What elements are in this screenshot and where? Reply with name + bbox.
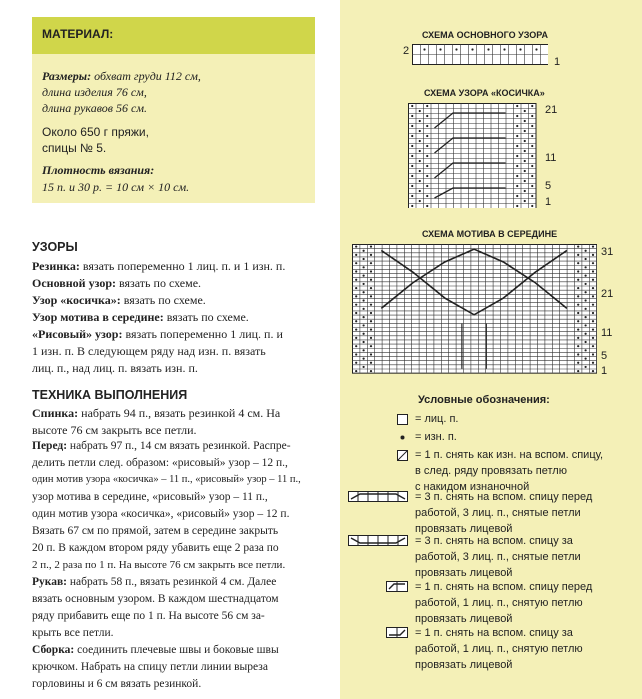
front-line-5: один мотив узора «косичка», «рисовый» узор – 12 п. [32, 508, 290, 520]
purl-dot [363, 258, 365, 260]
sizes-line: Размеры: обхват груди 112 см, [42, 69, 201, 83]
purl-dot [577, 287, 579, 289]
assembly-line-1: Сборка: соединить плечевые швы и боковые швы [32, 644, 279, 656]
purl-dot [531, 115, 533, 117]
purl-dot [370, 345, 372, 347]
purl-dot [516, 155, 518, 157]
purl-dot [577, 345, 579, 347]
purl-dot [592, 254, 594, 256]
cross-3-back-icon [348, 535, 408, 546]
purl-dot [370, 328, 372, 330]
length-product: длина изделия 76 см, [42, 85, 147, 99]
legend-slip-3: с накидом изнаночной [415, 481, 530, 493]
purl-dot [363, 283, 365, 285]
front-line-7: 20 п. В каждом втором ряду убавить еще 2 раза по [32, 542, 279, 554]
sleeves-line-1: Рукав: набрать 58 п., вязать резинкой 4 см. Далее [32, 576, 277, 588]
purl-dot [577, 254, 579, 256]
legend-purl: = изн. п. [415, 431, 457, 443]
purl-dot [411, 115, 413, 117]
purl-dot [592, 345, 594, 347]
motif-chart-title: СХЕМА МОТИВА В СЕРЕДИНЕ [422, 229, 558, 239]
purl-dot [419, 200, 421, 202]
purl-dot [577, 320, 579, 322]
cable-row-5: 5 [545, 180, 552, 192]
purl-dot [370, 312, 372, 314]
purl-dot [592, 353, 594, 355]
purl-dot [370, 337, 372, 339]
yarn-line-1: Около 650 г пряжи, [42, 125, 149, 139]
knit-symbol-icon [397, 414, 408, 425]
purl-dot [426, 135, 428, 137]
purl-dot [370, 295, 372, 297]
purl-dot [585, 275, 587, 277]
purl-dot [585, 333, 587, 335]
purl-dot [363, 250, 365, 252]
purl-dot [516, 205, 518, 207]
purl-dot [419, 120, 421, 122]
purl-dot [411, 105, 413, 107]
purl-dot [370, 304, 372, 306]
cross-1-back-icon [386, 627, 408, 638]
legend-c1f-2: работой, 1 лиц. п., снятую петлю [415, 597, 583, 609]
purl-dot [363, 299, 365, 301]
back-line-1: Спинка: набрать 94 п., вязать резинкой 4 см. На [32, 406, 281, 420]
purl-dot [426, 105, 428, 107]
purl-dot [370, 254, 372, 256]
purl-dot [419, 150, 421, 152]
purl-dot [363, 275, 365, 277]
front-line-2: делить петли след. образом: «рисовый» узор – 12 п., [32, 457, 288, 469]
legend-c3b-2: работой, 3 лиц. п., снятые петли [415, 551, 581, 563]
purl-dot [585, 324, 587, 326]
slip-symbol-icon [397, 450, 408, 461]
purl-dot [471, 48, 473, 50]
purl-dot [592, 245, 594, 247]
purl-dot [411, 125, 413, 127]
legend-c3b-3: провязать лицевой [415, 567, 513, 579]
purl-dot [516, 135, 518, 137]
sleeves-line-2: вязать основным узором. В каждом шестнадцатом [32, 593, 279, 605]
legend-c1b-3: провязать лицевой [415, 659, 513, 671]
purl-dot [370, 362, 372, 364]
front-line-6: Вязать 67 см по прямой, затем в середине закрыть [32, 525, 279, 537]
cable-pattern-line: Узор «косичка»: вязать по схеме. [32, 293, 206, 307]
purl-dot [363, 316, 365, 318]
legend-knit: = лиц. п. [415, 413, 459, 425]
purl-dot [577, 245, 579, 247]
cable-chart-title: СХЕМА УЗОРА «КОСИЧКА» [424, 88, 545, 98]
purl-symbol-icon [397, 432, 408, 443]
purl-dot [577, 295, 579, 297]
main-pattern-line: Основной узор: вязать по схеме. [32, 276, 202, 290]
purl-dot [592, 362, 594, 364]
purl-dot [411, 205, 413, 207]
purl-dot [370, 320, 372, 322]
purl-dot [577, 270, 579, 272]
motif-row-5: 5 [601, 350, 608, 362]
purl-dot [585, 299, 587, 301]
purl-dot [531, 165, 533, 167]
purl-dot [370, 353, 372, 355]
purl-dot [585, 341, 587, 343]
purl-dot [592, 320, 594, 322]
purl-dot [355, 337, 357, 339]
purl-dot [585, 308, 587, 310]
back-line-2: высоте 76 см закрыть все петли. [32, 423, 197, 437]
purl-dot [355, 328, 357, 330]
purl-dot [516, 145, 518, 147]
purl-dot [592, 370, 594, 372]
purl-dot [585, 291, 587, 293]
cable-chart [408, 103, 540, 208]
purl-dot [355, 262, 357, 264]
purl-dot [411, 185, 413, 187]
cross-3-front-icon [348, 491, 408, 502]
rice-line-2: 1 изн. п. В следующем ряду над изн. п. вязать [32, 344, 266, 358]
legend-c1b-1: = 1 п. снять на вспом. спицу за [415, 627, 573, 639]
purl-dot [419, 110, 421, 112]
material-title: МАТЕРИАЛ: [42, 27, 114, 41]
purl-dot [355, 320, 357, 322]
purl-dot [519, 48, 521, 50]
purl-dot [524, 140, 526, 142]
legend-c1f-1: = 1 п. снять на вспом. спицу перед [415, 581, 593, 593]
motif-chart [352, 244, 597, 374]
purl-dot [355, 287, 357, 289]
purl-dot [355, 362, 357, 364]
purl-dot [370, 287, 372, 289]
density-label: Плотность вязания: [42, 163, 155, 177]
legend-c1f-3: провязать лицевой [415, 613, 513, 625]
purl-dot [531, 135, 533, 137]
rice-line-3: лиц. п., над лиц. п. вязать изн. п. [32, 361, 198, 375]
purl-dot [524, 170, 526, 172]
purl-dot [419, 160, 421, 162]
purl-dot [592, 262, 594, 264]
purl-dot [592, 295, 594, 297]
purl-dot [363, 291, 365, 293]
purl-dot [531, 205, 533, 207]
motif-grid-frame [353, 245, 597, 374]
purl-dot [426, 195, 428, 197]
cable-row-21: 21 [545, 104, 558, 116]
purl-dot [426, 185, 428, 187]
purl-dot [531, 155, 533, 157]
legend-c3f-3: провязать лицевой [415, 523, 513, 535]
purl-dot [524, 130, 526, 132]
purl-dot [355, 353, 357, 355]
purl-dot [363, 341, 365, 343]
assembly-line-3: горловины и 6 см вязать резинкой. [32, 678, 202, 690]
purl-dot [370, 370, 372, 372]
purl-dot [426, 145, 428, 147]
purl-dot [419, 170, 421, 172]
purl-dot [503, 48, 505, 50]
assembly-line-2: крючком. Набрать на спицу петли линии выреза [32, 661, 268, 673]
purl-dot [455, 48, 457, 50]
front-line-8: 2 п., 2 раза по 1 п. На высоте 76 см закрыть все петли. [32, 559, 286, 571]
purl-dot [355, 245, 357, 247]
length-sleeves: длина рукавов 56 см. [42, 101, 147, 115]
purl-dot [355, 370, 357, 372]
purl-dot [585, 366, 587, 368]
motif-row-31: 31 [601, 246, 614, 258]
purl-dot [411, 145, 413, 147]
purl-dot [363, 358, 365, 360]
legend-c3f-2: работой, 3 лиц. п., снятые петли [415, 507, 581, 519]
purl-dot [426, 155, 428, 157]
purl-dot [524, 200, 526, 202]
purl-dot [426, 175, 428, 177]
purl-dot [592, 287, 594, 289]
legend-title: Условные обозначения: [418, 394, 550, 406]
purl-dot [363, 308, 365, 310]
purl-dot [577, 262, 579, 264]
purl-dot [355, 254, 357, 256]
purl-dot [524, 150, 526, 152]
main-row-2: 2 [403, 45, 410, 57]
patterns-heading: УЗОРЫ [32, 240, 78, 254]
front-line-4: узор мотива в середине, «рисовый» узор – 11 п., [32, 491, 268, 503]
purl-dot [531, 195, 533, 197]
technique-heading: ТЕХНИКА ВЫПОЛНЕНИЯ [32, 388, 188, 402]
purl-dot [370, 279, 372, 281]
purl-dot [355, 304, 357, 306]
purl-dot [577, 370, 579, 372]
purl-dot [585, 283, 587, 285]
purl-dot [531, 105, 533, 107]
rib-line: Резинка: вязать попеременно 1 лиц. п. и 1 изн. п. [32, 259, 286, 273]
purl-dot [516, 175, 518, 177]
motif-row-11: 11 [601, 327, 613, 339]
purl-dot [419, 140, 421, 142]
purl-dot [516, 105, 518, 107]
front-line-3: один мотив узора «косичка» – 11 п., «рисовый» узор – 11 п., [32, 474, 301, 485]
purl-dot [524, 180, 526, 182]
purl-dot [585, 250, 587, 252]
legend-c3b-1: = 3 п. снять на вспом. спицу за [415, 535, 573, 547]
purl-dot [516, 125, 518, 127]
purl-dot [592, 312, 594, 314]
purl-dot [426, 125, 428, 127]
purl-dot [426, 115, 428, 117]
legend-slip-1: = 1 п. снять как изн. на вспом. спицу, [415, 449, 604, 461]
purl-dot [592, 279, 594, 281]
main-row-1: 1 [554, 56, 561, 68]
purl-dot [577, 353, 579, 355]
purl-dot [577, 279, 579, 281]
main-pattern-chart [412, 44, 548, 66]
motif-pattern-line: Узор мотива в середине: вязать по схеме. [32, 310, 249, 324]
purl-dot [592, 304, 594, 306]
purl-dot [585, 258, 587, 260]
purl-dot [439, 48, 441, 50]
purl-dot [363, 366, 365, 368]
purl-dot [363, 266, 365, 268]
purl-dot [592, 337, 594, 339]
purl-dot [585, 266, 587, 268]
purl-dot [577, 337, 579, 339]
purl-dot [524, 110, 526, 112]
purl-dot [419, 130, 421, 132]
purl-dot [585, 358, 587, 360]
purl-dot [411, 175, 413, 177]
purl-dot [577, 304, 579, 306]
legend-slip-2: в след. ряду провязать петлю [415, 465, 567, 477]
purl-dot [524, 160, 526, 162]
purl-dot [516, 185, 518, 187]
purl-dot [363, 324, 365, 326]
purl-dot [592, 270, 594, 272]
purl-dot [355, 279, 357, 281]
legend-c3f-1: = 3 п. снять на вспом. спицу перед [415, 491, 593, 503]
purl-dot [516, 115, 518, 117]
purl-dot [577, 328, 579, 330]
cross-1-front-icon [386, 581, 408, 592]
purl-dot [411, 135, 413, 137]
purl-dot [355, 345, 357, 347]
sleeves-line-3: ряду прибавить еще по 1 п. На высоте 56 см за- [32, 610, 265, 622]
purl-dot [411, 165, 413, 167]
purl-dot [355, 295, 357, 297]
purl-dot [355, 312, 357, 314]
purl-dot [531, 145, 533, 147]
purl-dot [585, 316, 587, 318]
yarn-line-2: спицы № 5. [42, 141, 107, 155]
purl-dot [423, 48, 425, 50]
material-box [32, 17, 315, 203]
sleeves-line-4: крыть все петли. [32, 627, 114, 639]
purl-dot [516, 165, 518, 167]
purl-dot [363, 333, 365, 335]
purl-dot [426, 205, 428, 207]
purl-dot [524, 190, 526, 192]
purl-dot [577, 362, 579, 364]
cable-row-1: 1 [545, 196, 552, 208]
density-value: 15 п. и 30 р. = 10 см × 10 см. [42, 180, 190, 194]
cable-row-11: 11 [545, 152, 557, 164]
rice-line-1: «Рисовый» узор: вязать попеременно 1 лиц. п. и [32, 327, 283, 341]
purl-dot [531, 125, 533, 127]
front-line-1: Перед: набрать 97 п., 14 см вязать резинкой. Распре- [32, 440, 291, 452]
purl-dot [411, 195, 413, 197]
purl-dot [426, 165, 428, 167]
main-chart-title: СХЕМА ОСНОВНОГО УЗОРА [422, 30, 548, 40]
material-header [32, 17, 315, 54]
purl-dot [585, 349, 587, 351]
purl-dot [370, 262, 372, 264]
motif-row-21: 21 [601, 288, 614, 300]
purl-dot [411, 155, 413, 157]
purl-dot [370, 245, 372, 247]
purl-dot [592, 328, 594, 330]
purl-dot [419, 190, 421, 192]
purl-dot [516, 195, 518, 197]
purl-dot [524, 120, 526, 122]
purl-dot [370, 270, 372, 272]
purl-dot [419, 180, 421, 182]
motif-row-1: 1 [601, 365, 608, 377]
purl-dot [355, 270, 357, 272]
purl-dot [363, 349, 365, 351]
purl-dot [535, 48, 537, 50]
purl-dot [531, 185, 533, 187]
purl-dot [531, 175, 533, 177]
purl-dot [577, 312, 579, 314]
legend-c1b-2: работой, 1 лиц. п., снятую петлю [415, 643, 583, 655]
purl-dot [487, 48, 489, 50]
